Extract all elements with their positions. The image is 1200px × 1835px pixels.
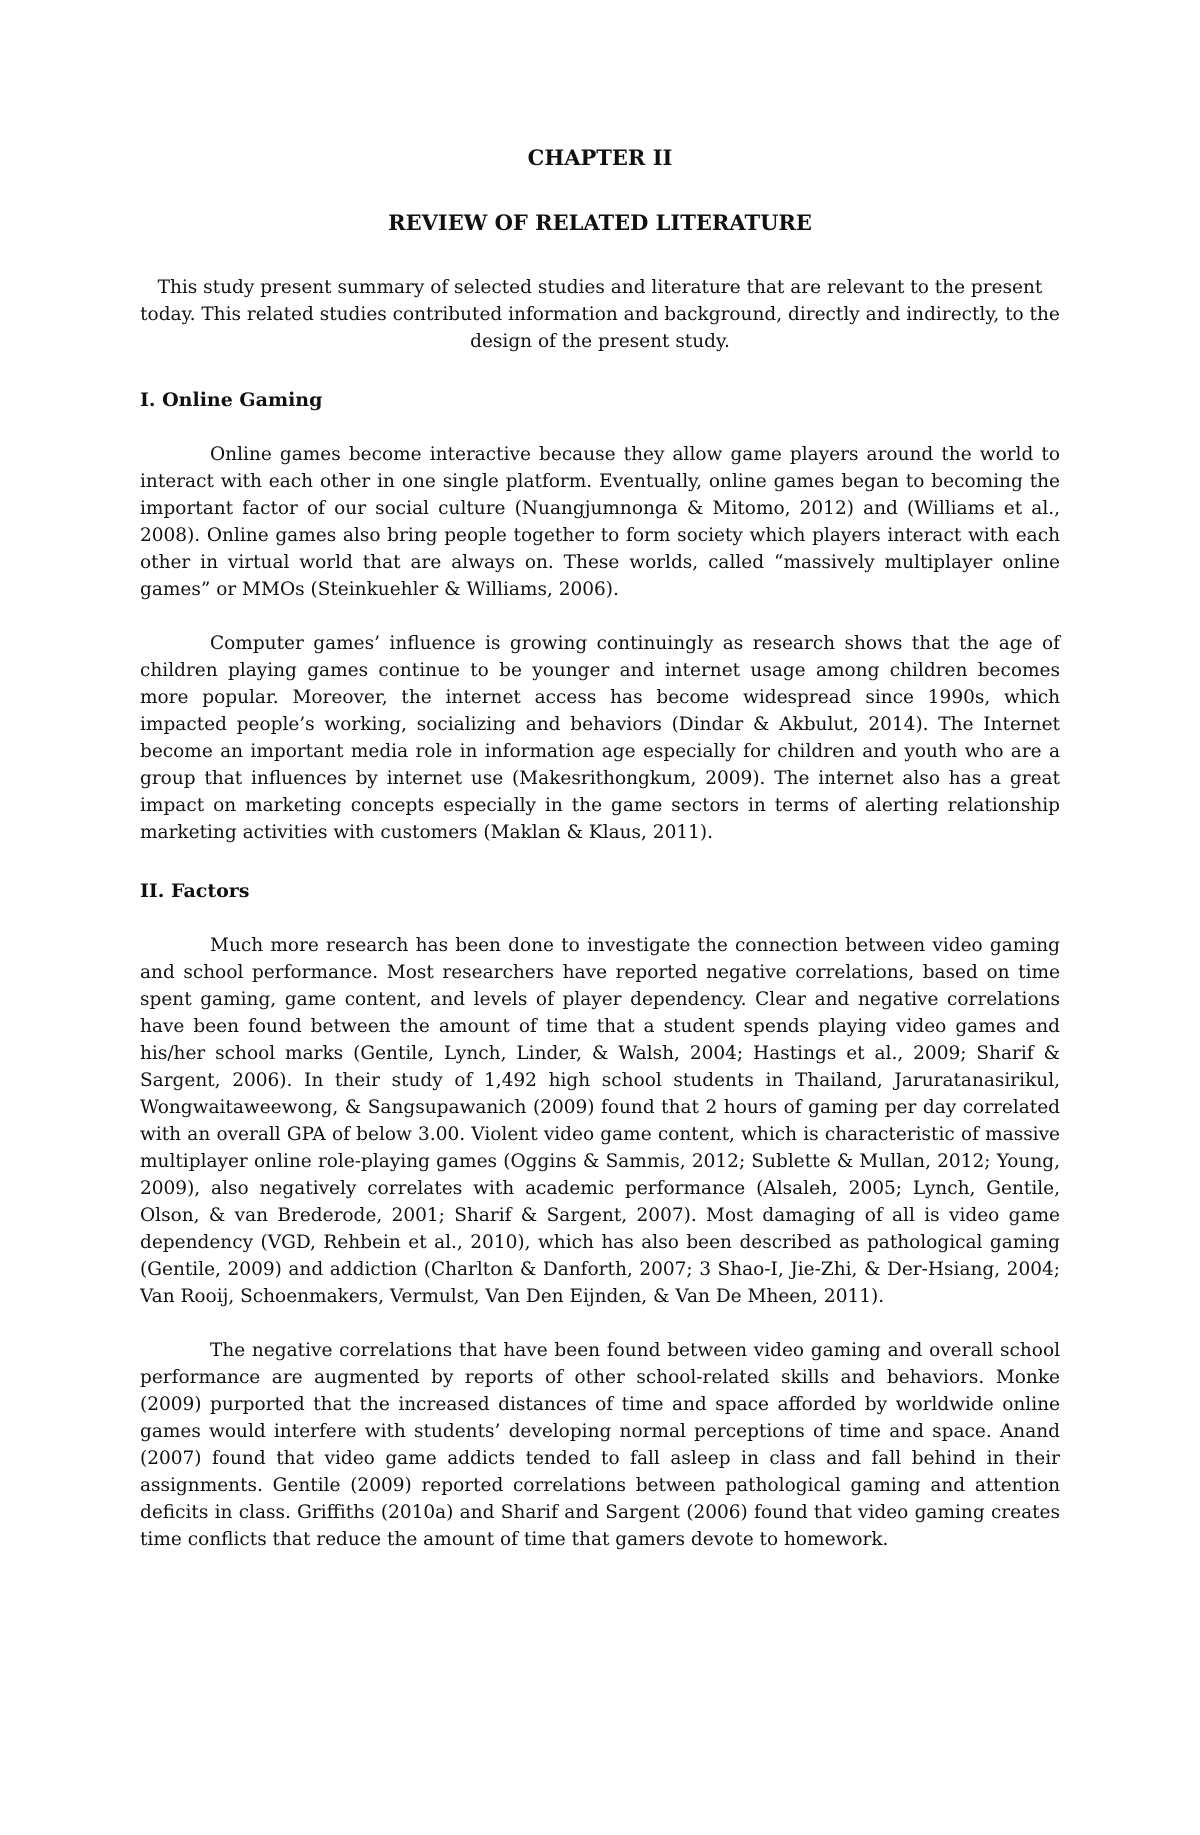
section-heading: I. Online Gaming	[140, 389, 323, 411]
section-heading: II. Factors	[140, 880, 250, 902]
chapter-number: CHAPTER II	[527, 145, 673, 170]
chapter-title: REVIEW OF RELATED LITERATURE	[388, 210, 812, 235]
body-paragraph: The negative correlations that have been found between video gaming and overall school performance are augmented by reports of other school-related skills and behaviors. Monke (2009) purported that the increased distances of time and space afforded by worldwide online games would interfere with students’ developing normal perceptions of time and space. Anand (2007) found that video game addicts tended to fall asleep in class and fall behind in their assignments. Gentile (2009) reported correlations between pathological gaming and attention deficits in class. Griffiths (2010a) and Sharif and Sargent (2006) found that video gaming creates time conflicts that reduce the amount of time that gamers devote to homework.	[140, 1340, 1060, 1550]
body-paragraph: Online games become interactive because they allow game players around the world to interact with each other in one single platform. Eventually, online games began to becoming the important factor of our social culture (Nuangjumnonga & Mitomo, 2012) and (Williams et al., 2008). Online games also bring people together to form society which players interact with each other in virtual world that are always on. These worlds, called “massively multiplayer online games” or MMOs (Steinkuehler & Williams, 2006).	[140, 444, 1060, 600]
intro-paragraph: This study present summary of selected studies and literature that are relevant to the present today. This related studies contributed information and background, directly and indirectly, to the design of the present study.	[140, 277, 1060, 352]
body-paragraph: Computer games’ influence is growing continuingly as research shows that the age of children playing games continue to be younger and internet usage among children becomes more popular. Moreover, the internet access has become widespread since 1990s, which impacted people’s working, socializing and behaviors (Dindar & Akbulut, 2014). The Internet become an important media role in information age especially for children and youth who are a group that influences by internet use (Makesrithongkum, 2009). The internet also has a great impact on marketing concepts especially in the game sectors in terms of alerting relationship marketing activities with customers (Maklan & Klaus, 2011).	[140, 633, 1060, 843]
page-content	[140, 145, 1060, 1553]
body-paragraph: Much more research has been done to investigate the connection between video gaming and school performance. Most researchers have reported negative correlations, based on time spent gaming, game content, and levels of player dependency. Clear and negative correlations have been found between the amount of time that a student spends playing video games and his/her school marks (Gentile, Lynch, Linder, & Walsh, 2004; Hastings et al., 2009; Sharif & Sargent, 2006). In their study of 1,492 high school students in Thailand, Jaruratanasirikul, Wongwaitaweewong, & Sangsupawanich (2009) found that 2 hours of gaming per day correlated with an overall GPA of below 3.00. Violent video game content, which is characteristic of massive multiplayer online role-playing games (Oggins & Sammis, 2012; Sublette & Mullan, 2012; Young, 2009), also negatively correlates with academic performance (Alsaleh, 2005; Lynch, Gentile, Olson, & van Brederode, 2001; Sharif & Sargent, 2007). Most damaging of all is video game dependency (VGD, Rehbein et al., 2010), which has also been described as pathological gaming (Gentile, 2009) and addiction (Charlton & Danforth, 2007; 3 Shao-I, Jie-Zhi, & Der-Hsiang, 2004; Van Rooij, Schoenmakers, Vermulst, Van Den Eijnden, & Van De Mheen, 2011).	[140, 935, 1060, 1307]
section-factors	[140, 878, 1060, 1553]
section-online-gaming	[140, 387, 1060, 846]
